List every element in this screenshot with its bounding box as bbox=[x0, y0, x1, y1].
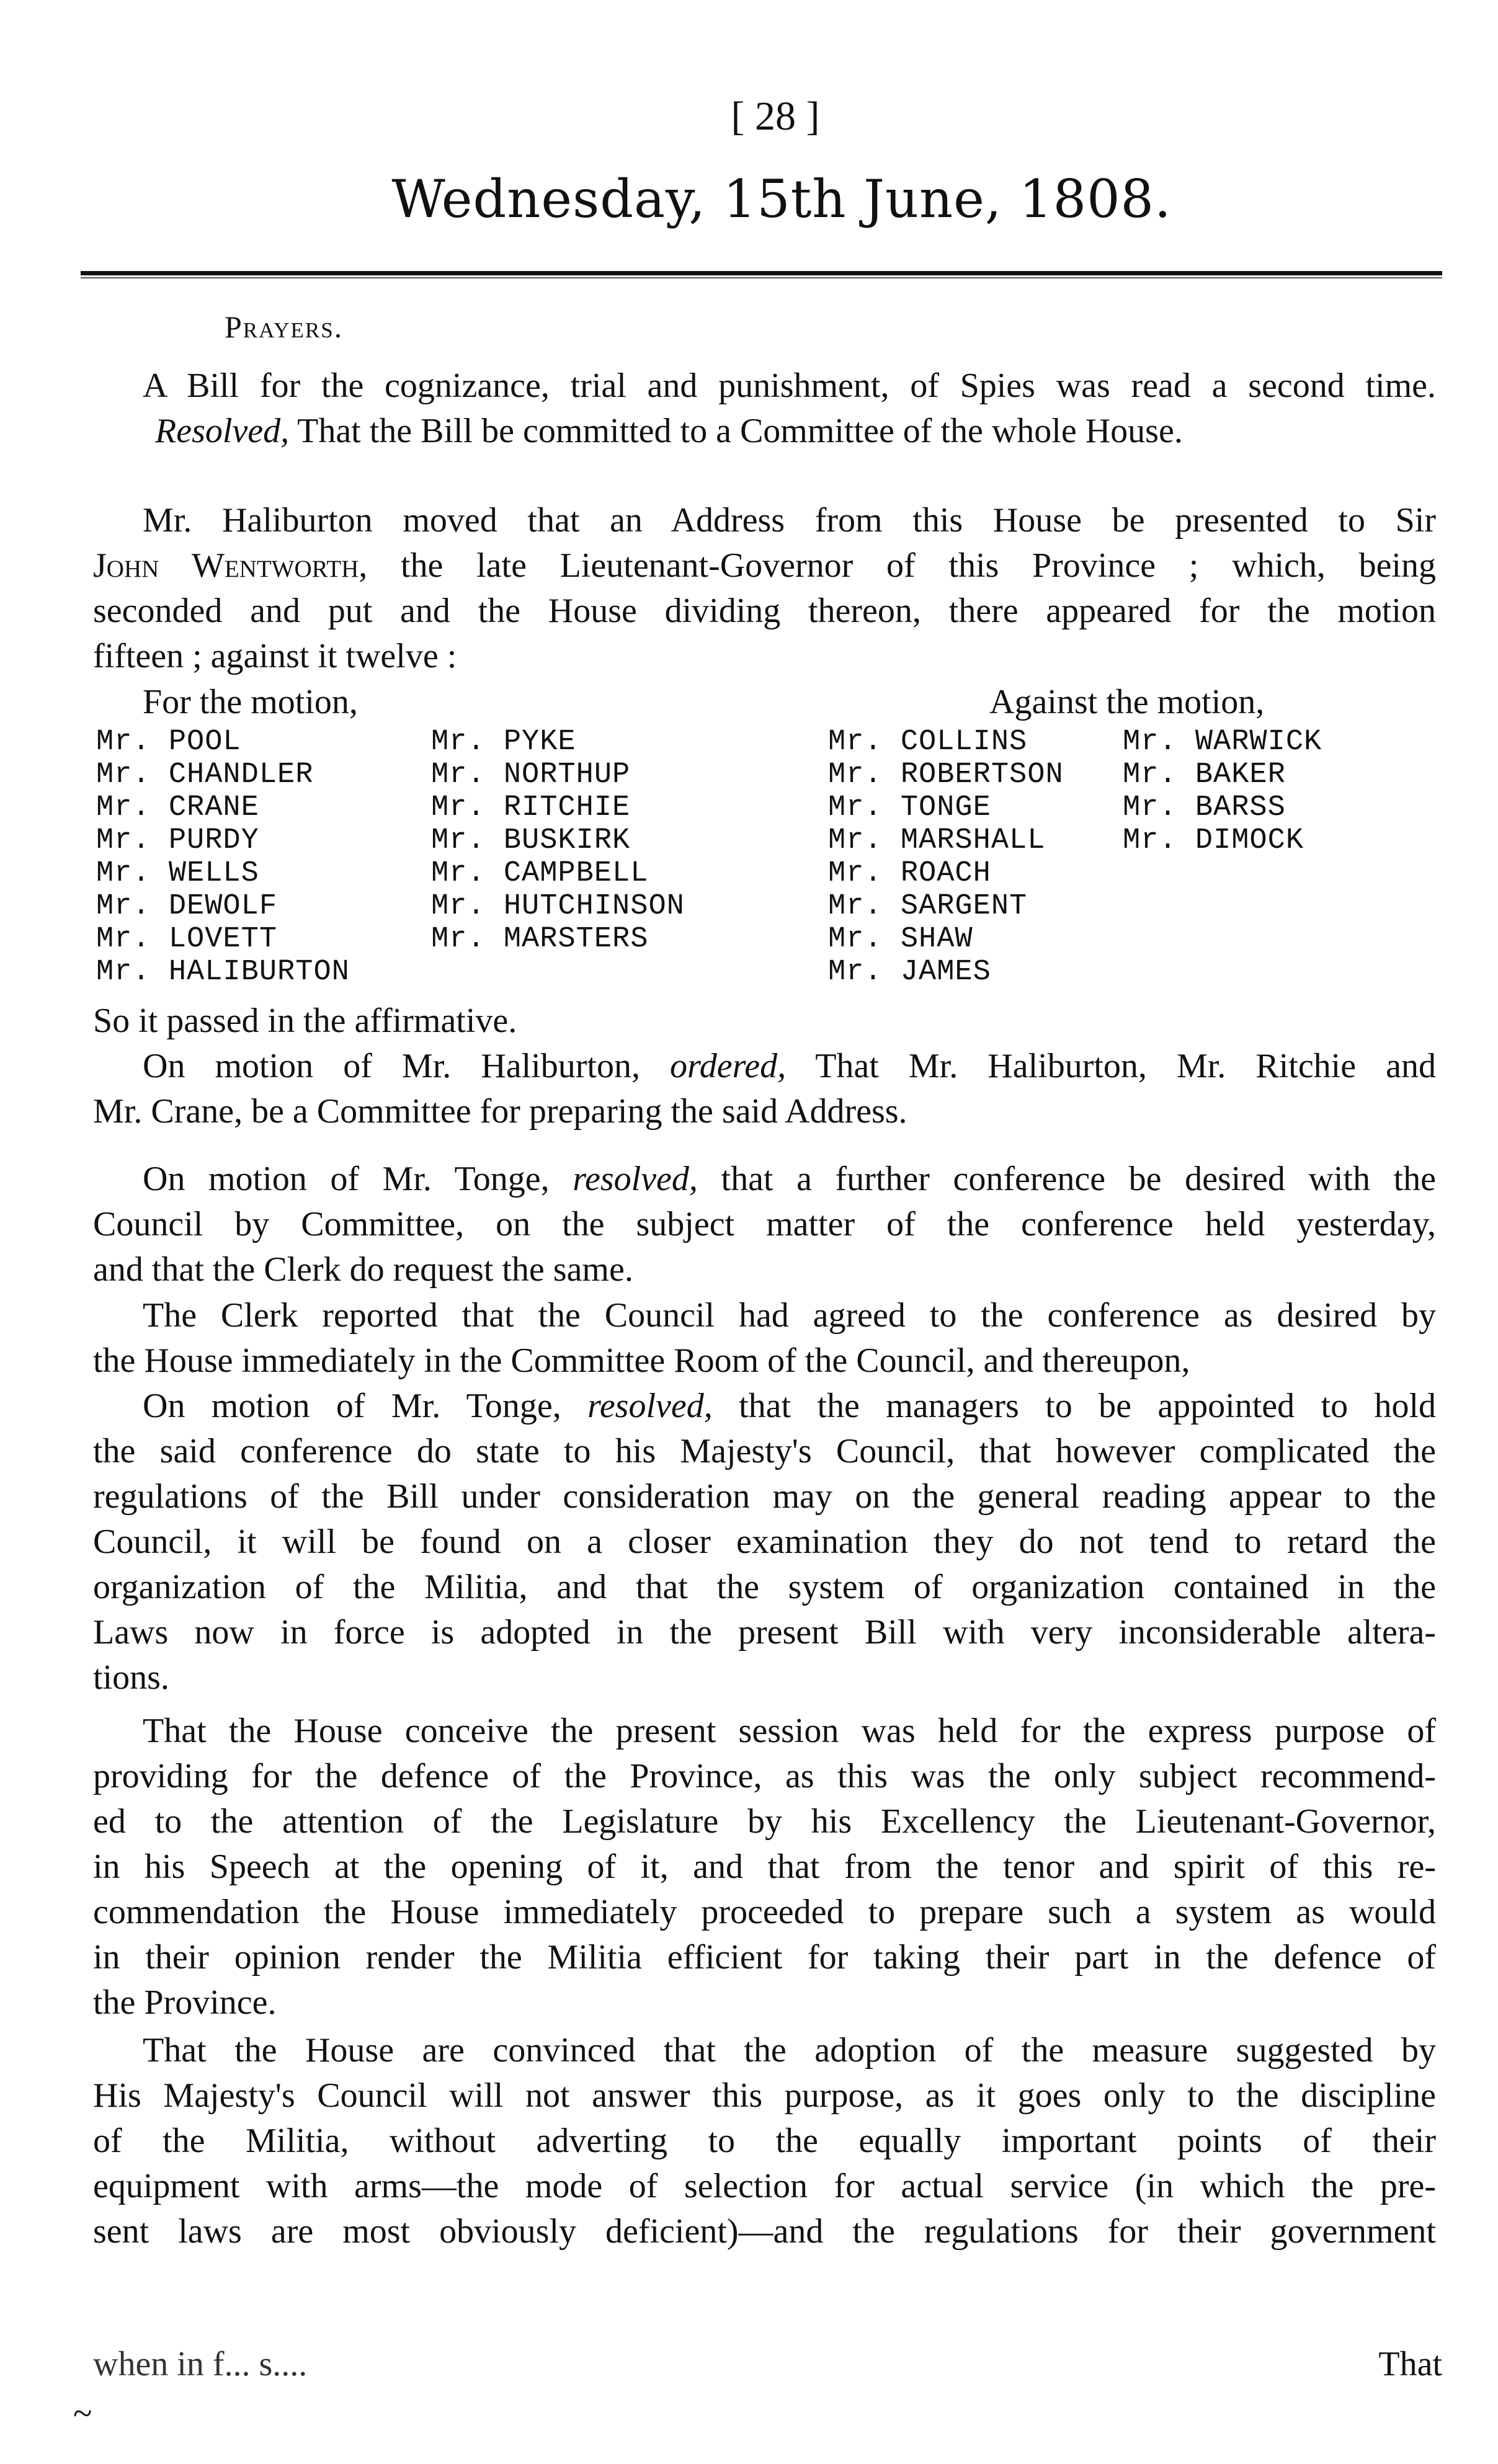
page-number: [ 28 ] bbox=[731, 94, 820, 139]
resolved-italic: resolved, bbox=[587, 1387, 713, 1425]
text-line: in their opinion render the Militia efficient for taking their part in the defence of bbox=[93, 1938, 1436, 1977]
clerk-report-paragraph bbox=[93, 1293, 1436, 1384]
text-line: commendation the House immediately proceeded to prepare such a system as would bbox=[93, 1893, 1436, 1931]
text-line: regulations of the Bill under consideration may on the general reading appear to the bbox=[93, 1477, 1436, 1516]
text-run: that a further conference be desired with the bbox=[697, 1160, 1436, 1198]
member-name: Mr. BUSKIRK bbox=[431, 824, 631, 857]
text-line: and that the Clerk do request the same. bbox=[93, 1250, 633, 1289]
member-name: Mr. PYKE bbox=[431, 726, 576, 758]
member-name: Mr. CHANDLER bbox=[96, 758, 314, 791]
ink-mark: ~ bbox=[73, 2395, 92, 2433]
against-motion-heading: Against the motion, bbox=[989, 683, 1265, 721]
for-list-col2 bbox=[431, 726, 685, 956]
division-result-and-order bbox=[93, 998, 1436, 1134]
member-name: Mr. PURDY bbox=[96, 824, 259, 857]
text-line: seconded and put and the House dividing thereon, there appeared for the motion bbox=[93, 592, 1436, 630]
text-line: organization of the Militia, and that the system of organization contained in the bbox=[93, 1568, 1436, 1606]
text-line: A Bill for the cognizance, trial and punishment, of Spies was read a second time. bbox=[143, 367, 1436, 405]
house-conceive-paragraph bbox=[93, 1709, 1436, 2026]
text-line bbox=[93, 1157, 1436, 1202]
member-name: Mr. SARGENT bbox=[828, 890, 1028, 923]
member-name: Mr. WELLS bbox=[96, 857, 259, 890]
text-line: the Province. bbox=[93, 1983, 277, 2022]
text-line: equipment with arms—the mode of selection for actual service (in which the pre- bbox=[93, 2167, 1436, 2205]
name-smallcaps: John Wentworth bbox=[93, 546, 359, 585]
text-line bbox=[93, 1044, 1436, 1089]
text-run: On motion of Mr. Tonge, bbox=[143, 1387, 588, 1425]
member-name: Mr. WARWICK bbox=[1123, 726, 1322, 758]
member-name: Mr. MARSTERS bbox=[431, 923, 649, 956]
date-heading: Wednesday, 15th June, 1808. bbox=[391, 169, 1172, 229]
ordered-italic: ordered, bbox=[670, 1047, 787, 1085]
member-name: Mr. ROACH bbox=[828, 857, 991, 890]
member-name: Mr. DIMOCK bbox=[1123, 824, 1304, 857]
text-line: tions. bbox=[93, 1658, 169, 1697]
member-name: Mr. SHAW bbox=[828, 923, 973, 956]
text-line: of the Militia, without adverting to the equally important points of their bbox=[93, 2122, 1436, 2160]
member-name: Mr. RITCHIE bbox=[431, 791, 631, 824]
against-list-col1 bbox=[828, 726, 1064, 989]
member-name: Mr. DEWOLF bbox=[96, 890, 278, 923]
member-name: Mr. POOL bbox=[96, 726, 241, 758]
text-line: ed to the attention of the Legislature by his Excellency the Lieutenant-Governor, bbox=[93, 1802, 1436, 1841]
text-run: that the managers to be appointed to hold bbox=[712, 1387, 1437, 1425]
text-line bbox=[93, 409, 1436, 454]
text-line: fifteen ; against it twelve : bbox=[93, 637, 457, 675]
text-run: , the late Lieutenant-Governor of this Province ; which, being bbox=[359, 546, 1436, 585]
text-line bbox=[93, 1384, 1436, 1429]
tonge-motion-2-paragraph bbox=[93, 1384, 1436, 1701]
text-line: Council by Committee, on the subject matter of the conference held yesterday, bbox=[93, 1205, 1436, 1243]
text-line: That the House conceive the present session was held for the express purpose of bbox=[143, 1712, 1436, 1750]
member-name: Mr. TONGE bbox=[828, 791, 991, 824]
for-list-col1 bbox=[96, 726, 350, 989]
text-run: On motion of Mr. Haliburton, bbox=[143, 1047, 671, 1085]
tonge-motion-1-paragraph bbox=[93, 1157, 1436, 1292]
member-name: Mr. JAMES bbox=[828, 956, 991, 989]
text-line: the House immediately in the Committee Room of the Council, and thereupon, bbox=[93, 1341, 1190, 1380]
member-name: Mr. CAMPBELL bbox=[431, 857, 649, 890]
catchword: That bbox=[1378, 2345, 1442, 2383]
text-line: in his Speech at the opening of it, and that from the tenor and spirit of this re- bbox=[93, 1848, 1436, 1886]
text-line bbox=[93, 543, 1436, 589]
text-line: providing for the defence of the Province, as this was the only subject recommend- bbox=[93, 1757, 1436, 1795]
text-line: the said conference do state to his Majesty's Council, that however complicated the bbox=[93, 1432, 1436, 1470]
text-line: Mr. Crane, be a Committee for preparing the said Address. bbox=[93, 1092, 907, 1131]
member-name: Mr. LOVETT bbox=[96, 923, 278, 956]
text-line: Council, it will be found on a closer examination they do not tend to retard the bbox=[93, 1523, 1436, 1561]
text-line: Laws now in force is adopted in the present Bill with very inconsiderable altera- bbox=[93, 1613, 1436, 1652]
heading-rule bbox=[81, 271, 1442, 280]
text-run: On motion of Mr. Tonge, bbox=[143, 1160, 573, 1198]
member-name: Mr. NORTHUP bbox=[431, 758, 631, 791]
text-line: The Clerk reported that the Council had agreed to the conference as desired by bbox=[143, 1296, 1436, 1335]
text-line: That the House are convinced that the adoption of the measure suggested by bbox=[143, 2031, 1436, 2070]
member-name: Mr. HALIBURTON bbox=[96, 956, 350, 989]
text-line: Mr. Haliburton moved that an Address from this House be presented to Sir bbox=[143, 501, 1436, 540]
for-motion-heading: For the motion, bbox=[143, 683, 358, 721]
text-line: His Majesty's Council will not answer this purpose, as it goes only to the discipline bbox=[93, 2076, 1436, 2115]
prayers-heading: Prayers. bbox=[225, 309, 344, 344]
text-line: sent laws are most obviously deficient)—and the regulations for their government bbox=[93, 2212, 1436, 2251]
member-name: Mr. MARSHALL bbox=[828, 824, 1046, 857]
member-name: Mr. BARSS bbox=[1123, 791, 1286, 824]
against-list-col2 bbox=[1123, 726, 1322, 857]
resolved-italic: Resolved, bbox=[155, 412, 290, 450]
house-convinced-paragraph bbox=[93, 2028, 1436, 2254]
member-name: Mr. ROBERTSON bbox=[828, 758, 1064, 791]
division-result: So it passed in the affirmative. bbox=[93, 1002, 517, 1040]
member-name: Mr. HUTCHINSON bbox=[431, 890, 685, 923]
text-run: That the Bill be committed to a Committee of the whole House. bbox=[289, 412, 1183, 450]
last-line-fragment: when in f... s.... bbox=[93, 2345, 308, 2383]
bill-paragraph bbox=[93, 363, 1436, 454]
address-motion-paragraph bbox=[93, 498, 1436, 679]
text-run: That Mr. Haliburton, Mr. Ritchie and bbox=[786, 1047, 1436, 1085]
member-name: Mr. COLLINS bbox=[828, 726, 1028, 758]
resolved-italic: resolved, bbox=[573, 1160, 698, 1198]
member-name: Mr. CRANE bbox=[96, 791, 259, 824]
member-name: Mr. BAKER bbox=[1123, 758, 1286, 791]
